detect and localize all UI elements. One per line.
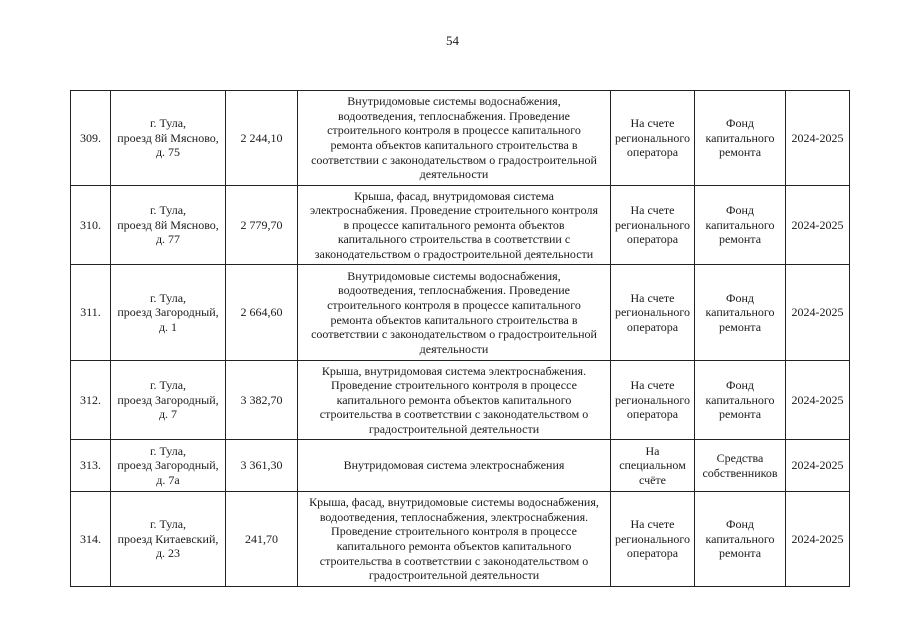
period-cell: 2024-2025: [786, 492, 850, 587]
works-cell-line: Внутридомовые системы водоснабжения,: [347, 94, 561, 109]
works-cell-line: водоотведения, теплоснабжения, электроснабжения.: [319, 509, 589, 524]
account-cell-line: регионального: [614, 130, 691, 145]
works-cell-line: ремонта объектов капитального строительства в: [330, 138, 578, 152]
address-cell-line: г. Тула,: [149, 517, 187, 532]
account-cell-line: На счете: [630, 378, 675, 393]
funding-source-cell-line: ремонта: [718, 546, 762, 561]
period-cell: 2024-2025: [786, 361, 850, 440]
table-row: [71, 265, 850, 361]
account-cell-line: На счете: [630, 203, 675, 218]
works-cell-line: водоотведения, теплоснабжения. Проведение: [337, 283, 570, 298]
address-cell-line: г. Тула,: [149, 116, 187, 131]
funding-source-cell-line: капитального: [705, 392, 775, 407]
works-cell: [298, 440, 611, 492]
repair-works-table: [70, 90, 850, 587]
address-cell: [111, 186, 226, 265]
works-cell-line: Крыша, фасад, внутридомовая система: [354, 188, 554, 203]
works-cell-line: градостроительной деятельности: [368, 568, 540, 583]
works-cell-line: капитального ремонта объектов капитального: [336, 539, 572, 553]
works-cell-line: Крыша, внутридомовая система электроснабжения.: [321, 363, 587, 378]
works-cell-line: соответствии с законодательством о градостроительной: [311, 327, 597, 342]
funding-source-cell-line: Фонд: [725, 378, 754, 393]
works-cell-line: законодательством о градостроительной деятельности: [314, 246, 594, 261]
funding-source-cell-line: капитального: [705, 217, 775, 232]
works-cell-line: капитального ремонта объектов капитального: [336, 392, 572, 407]
funding-source-cell-line: капитального: [705, 531, 775, 546]
works-cell-line: строительного контроля в процессе капитального: [327, 123, 581, 138]
account-cell: [611, 186, 695, 265]
address-cell-line: д. 7: [158, 407, 178, 422]
period-cell: 2024-2025: [786, 440, 850, 492]
cost-cell: 2 664,60: [226, 265, 298, 361]
works-cell-line: Проведение строительного контроля в процессе: [331, 524, 577, 539]
row-number: 313.: [71, 440, 111, 492]
works-cell-line: ремонта объектов капитального строительства в: [330, 312, 578, 327]
cost-cell: 3 361,30: [226, 440, 298, 492]
account-cell-line: оператора: [626, 145, 679, 160]
address-cell-line: проезд 8й Мясново,: [117, 130, 219, 145]
address-cell: [111, 91, 226, 186]
works-cell-line: градостроительной деятельности: [368, 421, 540, 436]
period-cell: 2024-2025: [786, 265, 850, 361]
works-cell-line: капитального строительства в соответствии с: [337, 232, 571, 247]
address-cell: [111, 440, 226, 492]
account-cell-line: На счете: [630, 290, 675, 305]
works-cell-line: Крыша, фасад, внутридомовые системы водоснабжения,: [309, 495, 599, 510]
funding-source-cell-line: капитального: [705, 305, 775, 320]
account-cell-line: счёте: [638, 472, 667, 487]
address-cell-line: проезд Загородный,: [117, 458, 219, 473]
address-cell-line: д. 1: [158, 319, 178, 334]
address-cell-line: г. Тула,: [149, 443, 187, 458]
works-cell-line: электроснабжения. Проведение строительного контроля: [310, 203, 598, 218]
address-cell-line: д. 75: [155, 145, 181, 160]
works-cell-line: строительного контроля в процессе капитального: [327, 297, 581, 312]
table-row: [71, 361, 850, 440]
row-number: 312.: [71, 361, 111, 440]
account-cell-line: специальном: [619, 458, 686, 473]
table-row: [71, 492, 850, 587]
funding-source-cell-line: капитального: [705, 130, 775, 145]
works-cell-line: строительства в соответствии с законодательством о: [319, 407, 589, 422]
table-body: [71, 91, 850, 587]
works-cell-line: деятельности: [419, 167, 489, 182]
funding-source-cell: [695, 492, 786, 587]
address-cell-line: г. Тула,: [149, 290, 187, 305]
address-cell-line: д. 7а: [156, 472, 180, 487]
funding-source-cell-line: собственников: [702, 465, 778, 480]
row-number: 310.: [71, 186, 111, 265]
funding-source-cell-line: Фонд: [725, 116, 754, 131]
funding-source-cell: [695, 361, 786, 440]
account-cell-line: На счете: [630, 116, 675, 131]
address-cell: [111, 265, 226, 361]
row-number: 309.: [71, 91, 111, 186]
account-cell-line: На: [645, 443, 660, 458]
funding-source-cell-line: ремонта: [718, 407, 762, 422]
funding-source-cell-line: Фонд: [725, 290, 754, 305]
works-cell-line: строительства в соответствии с законодательством о: [319, 553, 589, 568]
funding-source-cell: [695, 440, 786, 492]
address-cell-line: д. 23: [155, 546, 181, 561]
works-cell: [298, 265, 611, 361]
table-row: [71, 440, 850, 492]
funding-source-cell-line: ремонта: [718, 145, 762, 160]
address-cell-line: г. Тула,: [149, 378, 187, 393]
account-cell-line: регионального: [614, 305, 691, 320]
address-cell-line: проезд 8й Мясново,: [117, 217, 219, 232]
account-cell: [611, 91, 695, 186]
cost-cell: 2 779,70: [226, 186, 298, 265]
account-cell-line: регионального: [614, 392, 691, 407]
account-cell-line: оператора: [626, 319, 679, 334]
account-cell-line: регионального: [614, 217, 691, 232]
works-cell-line: Внутридомовая система электроснабжения: [343, 458, 565, 473]
address-cell-line: проезд Загородный,: [117, 305, 219, 320]
row-number: 314.: [71, 492, 111, 587]
works-cell: [298, 492, 611, 587]
account-cell-line: регионального: [614, 531, 691, 546]
works-cell-line: соответствии с законодательством о градостроительной: [311, 152, 597, 167]
page-number: 54: [446, 33, 459, 48]
funding-source-cell-line: ремонта: [718, 232, 762, 247]
cost-cell: 3 382,70: [226, 361, 298, 440]
address-cell: [111, 492, 226, 587]
works-cell-line: Проведение строительного контроля в процессе: [331, 378, 577, 393]
works-cell-line: водоотведения, теплоснабжения. Проведение: [337, 108, 570, 123]
works-cell-line: Внутридомовые системы водоснабжения,: [347, 268, 561, 283]
account-cell: [611, 492, 695, 587]
row-number: 311.: [71, 265, 111, 361]
funding-source-cell: [695, 186, 786, 265]
address-cell-line: д. 77: [155, 232, 181, 247]
account-cell-line: На счете: [630, 517, 675, 532]
account-cell: [611, 440, 695, 492]
works-cell-line: в процессе капитального ремонта объектов: [343, 217, 565, 232]
account-cell-line: оператора: [626, 232, 679, 247]
table-row: [71, 91, 850, 186]
period-cell: 2024-2025: [786, 91, 850, 186]
funding-source-cell: [695, 265, 786, 361]
funding-source-cell-line: Фонд: [725, 203, 754, 218]
funding-source-cell-line: ремонта: [718, 319, 762, 334]
works-cell-line: деятельности: [419, 341, 489, 356]
funding-source-cell: [695, 91, 786, 186]
funding-source-cell-line: Средства: [716, 450, 764, 465]
address-cell: [111, 361, 226, 440]
funding-source-cell-line: Фонд: [725, 517, 754, 532]
works-cell: [298, 186, 611, 265]
works-cell: [298, 91, 611, 186]
cost-cell: 241,70: [226, 492, 298, 587]
table-row: [71, 186, 850, 265]
account-cell: [611, 361, 695, 440]
account-cell: [611, 265, 695, 361]
works-cell: [298, 361, 611, 440]
period-cell: 2024-2025: [786, 186, 850, 265]
cost-cell: 2 244,10: [226, 91, 298, 186]
account-cell-line: оператора: [626, 407, 679, 422]
address-cell-line: проезд Загородный,: [117, 392, 219, 407]
address-cell-line: проезд Китаевский,: [117, 531, 219, 546]
address-cell-line: г. Тула,: [149, 203, 187, 218]
account-cell-line: оператора: [626, 546, 679, 561]
